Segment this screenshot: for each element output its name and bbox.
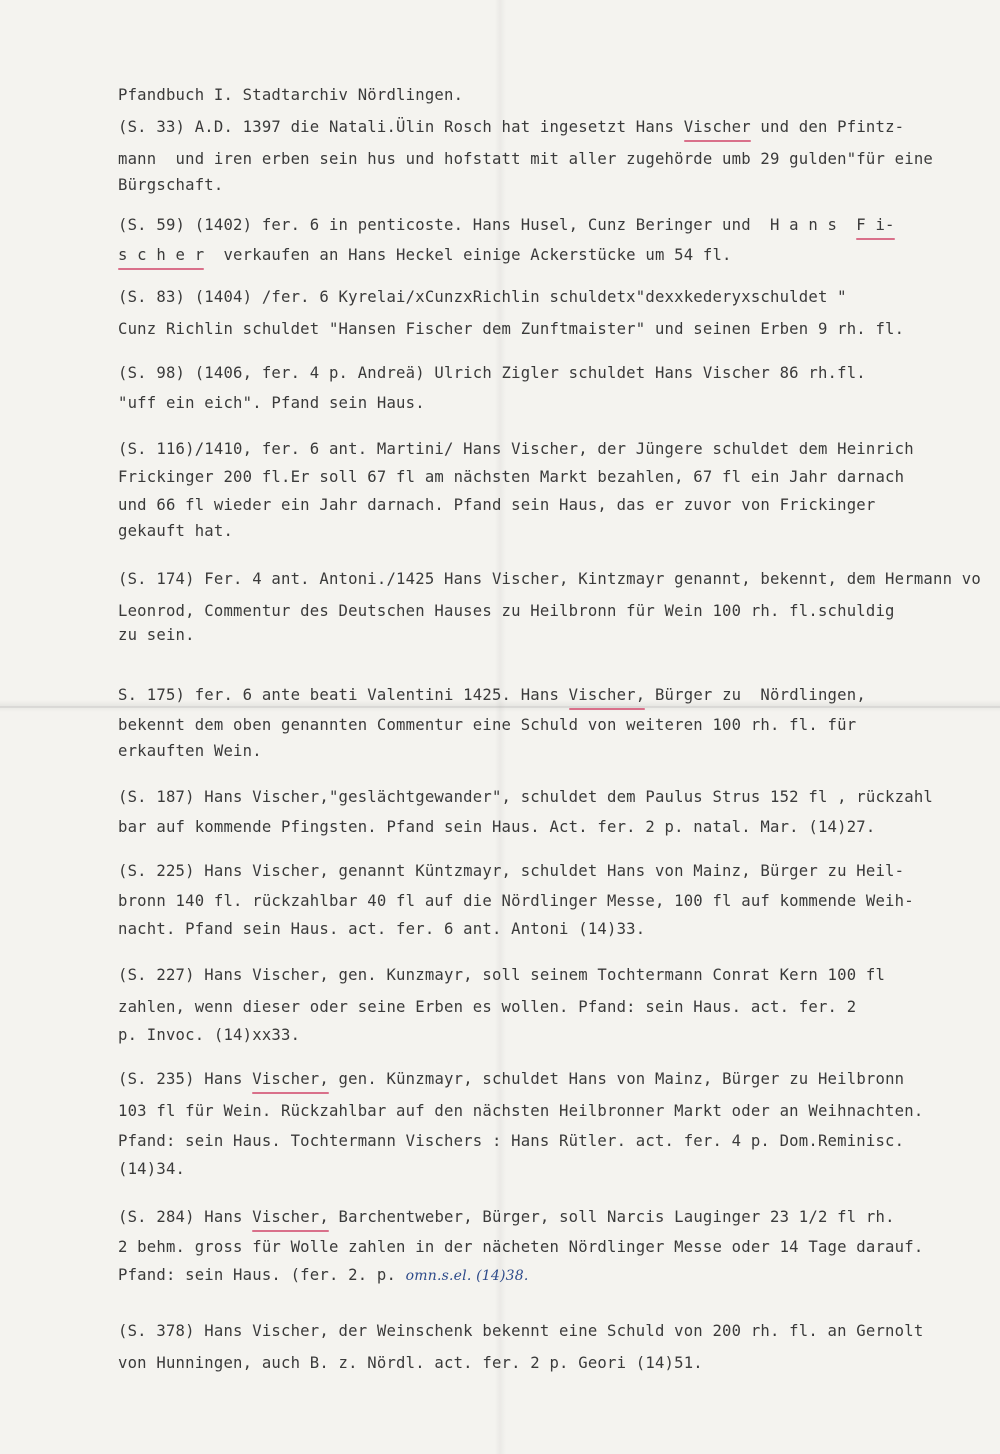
handwritten-annotation: omn.s.el. (14)38. xyxy=(405,1268,529,1284)
entry-s33-line1: (S. 33) A.D. 1397 die Natali.Ülin Rosch hat ingesetzt Hans Vischer und den Pfintz- xyxy=(118,118,905,136)
entry-s225-line1: (S. 225) Hans Vischer, genannt Küntzmayr, schuldet Hans von Mainz, Bürger zu Heil- xyxy=(118,862,905,880)
entry-s98-line1: (S. 98) (1406, fer. 4 p. Andreä) Ulrich Zigler schuldet Hans Vischer 86 rh.fl. xyxy=(118,364,866,382)
entry-s174-line1: (S. 174) Fer. 4 ant. Antoni./1425 Hans Vischer, Kintzmayr genannt, bekennt, dem Hermann vo xyxy=(118,570,981,588)
entry-s235-line2: 103 fl für Wein. Rückzahlbar auf den nächsten Heilbronner Markt oder an Weihnachten. xyxy=(118,1102,924,1120)
entry-s33-line3: Bürgschaft. xyxy=(118,176,224,194)
entry-s235-line1: (S. 235) Hans Vischer, gen. Künzmayr, schuldet Hans von Mainz, Bürger zu Heilbronn xyxy=(118,1070,905,1088)
entry-s187-line2: bar auf kommende Pfingsten. Pfand sein Haus. Act. fer. 2 p. natal. Mar. (14)27. xyxy=(118,818,876,836)
entry-s174-line3: zu sein. xyxy=(118,626,195,644)
entry-s284-line2: 2 behm. gross für Wolle zahlen in der nächeten Nördlinger Messe oder 14 Tage darauf. xyxy=(118,1238,924,1256)
entry-s227-line2: zahlen, wenn dieser oder seine Erben es wollen. Pfand: sein Haus. act. fer. 2 xyxy=(118,998,857,1016)
entry-s83-line1: (S. 83) (1404) /fer. 6 Kyrelai/xCunzxRichlin schuldetx"dexxkederyxschuldet " xyxy=(118,288,847,306)
entry-s175-line1: S. 175) fer. 6 ante beati Valentini 1425. Hans Vischer, Bürger zu Nördlingen, xyxy=(118,686,866,704)
underlined-name: Vischer, xyxy=(568,686,646,704)
entry-s225-line3: nacht. Pfand sein Haus. act. fer. 6 ant. Antoni (14)33. xyxy=(118,920,646,938)
entry-s378-line2: von Hunningen, auch B. z. Nördl. act. fer. 2 p. Geori (14)51. xyxy=(118,1354,703,1372)
entry-s174-line2: Leonrod, Commentur des Deutschen Hauses zu Heilbronn für Wein 100 rh. fl.schuldig xyxy=(118,602,895,620)
entry-s378-line1: (S. 378) Hans Vischer, der Weinschenk bekennt eine Schuld von 200 rh. fl. an Gernolt xyxy=(118,1322,924,1340)
underlined-name: Vischer xyxy=(683,118,751,136)
entry-s175-line2: bekennt dem oben genannten Commentur eine Schuld von weiteren 100 rh. fl. für xyxy=(118,716,857,734)
document-title: Pfandbuch I. Stadtarchiv Nördlingen. xyxy=(118,86,464,104)
entry-s284-line1: (S. 284) Hans Vischer, Barchentweber, Bürger, soll Narcis Lauginger 23 1/2 fl rh. xyxy=(118,1208,895,1226)
entry-s116-line3: und 66 fl wieder ein Jahr darnach. Pfand sein Haus, das er zuvor von Frickinger xyxy=(118,496,876,514)
entry-s235-line3: Pfand: sein Haus. Tochtermann Vischers : Hans Rütler. act. fer. 4 p. Dom.Reminisc. xyxy=(118,1132,905,1150)
entry-s175-line3: erkauften Wein. xyxy=(118,742,262,760)
entry-s59-line1: (S. 59) (1402) fer. 6 in penticoste. Hans Husel, Cunz Beringer und H a n s F i- xyxy=(118,216,895,234)
underlined-name: s c h e r xyxy=(118,246,205,264)
entry-s225-line2: bronn 140 fl. rückzahlbar 40 fl auf die Nördlinger Messe, 100 fl auf kommende Weih- xyxy=(118,892,914,910)
underlined-name: F i- xyxy=(856,216,895,234)
entry-s83-line2: Cunz Richlin schuldet "Hansen Fischer dem Zunftmaister" und seinen Erben 9 rh. fl. xyxy=(118,320,905,338)
entry-s116-line4: gekauft hat. xyxy=(118,522,234,540)
paper-fold xyxy=(0,706,1000,708)
entry-s59-line2: s c h e r verkaufen an Hans Heckel einige Ackerstücke um 54 fl. xyxy=(118,246,732,264)
underlined-name: Vischer, xyxy=(252,1070,329,1088)
entry-s235-line4: (14)34. xyxy=(118,1160,186,1178)
entry-s187-line1: (S. 187) Hans Vischer,"geslächtgewander", schuldet dem Paulus Strus 152 fl , rückzahl xyxy=(118,788,933,806)
entry-s116-line2: Frickinger 200 fl.Er soll 67 fl am nächsten Markt bezahlen, 67 fl ein Jahr darnach xyxy=(118,468,905,486)
entry-s227-line3: p. Invoc. (14)xx33. xyxy=(118,1026,301,1044)
entry-s98-line2: "uff ein eich". Pfand sein Haus. xyxy=(118,394,425,412)
entry-s116-line1: (S. 116)/1410, fer. 6 ant. Martini/ Hans Vischer, der Jüngere schuldet dem Heinrich xyxy=(118,440,914,458)
entry-s227-line1: (S. 227) Hans Vischer, gen. Kunzmayr, soll seinem Tochtermann Conrat Kern 100 fl xyxy=(118,966,886,984)
entry-s33-line2: mann und iren erben sein hus und hofstatt mit aller zugehörde umb 29 gulden"für eine xyxy=(118,150,933,168)
entry-s284-line3: Pfand: sein Haus. (fer. 2. p. omn.s.el. (14)38. xyxy=(118,1266,529,1284)
underlined-name: Vischer, xyxy=(252,1208,329,1226)
